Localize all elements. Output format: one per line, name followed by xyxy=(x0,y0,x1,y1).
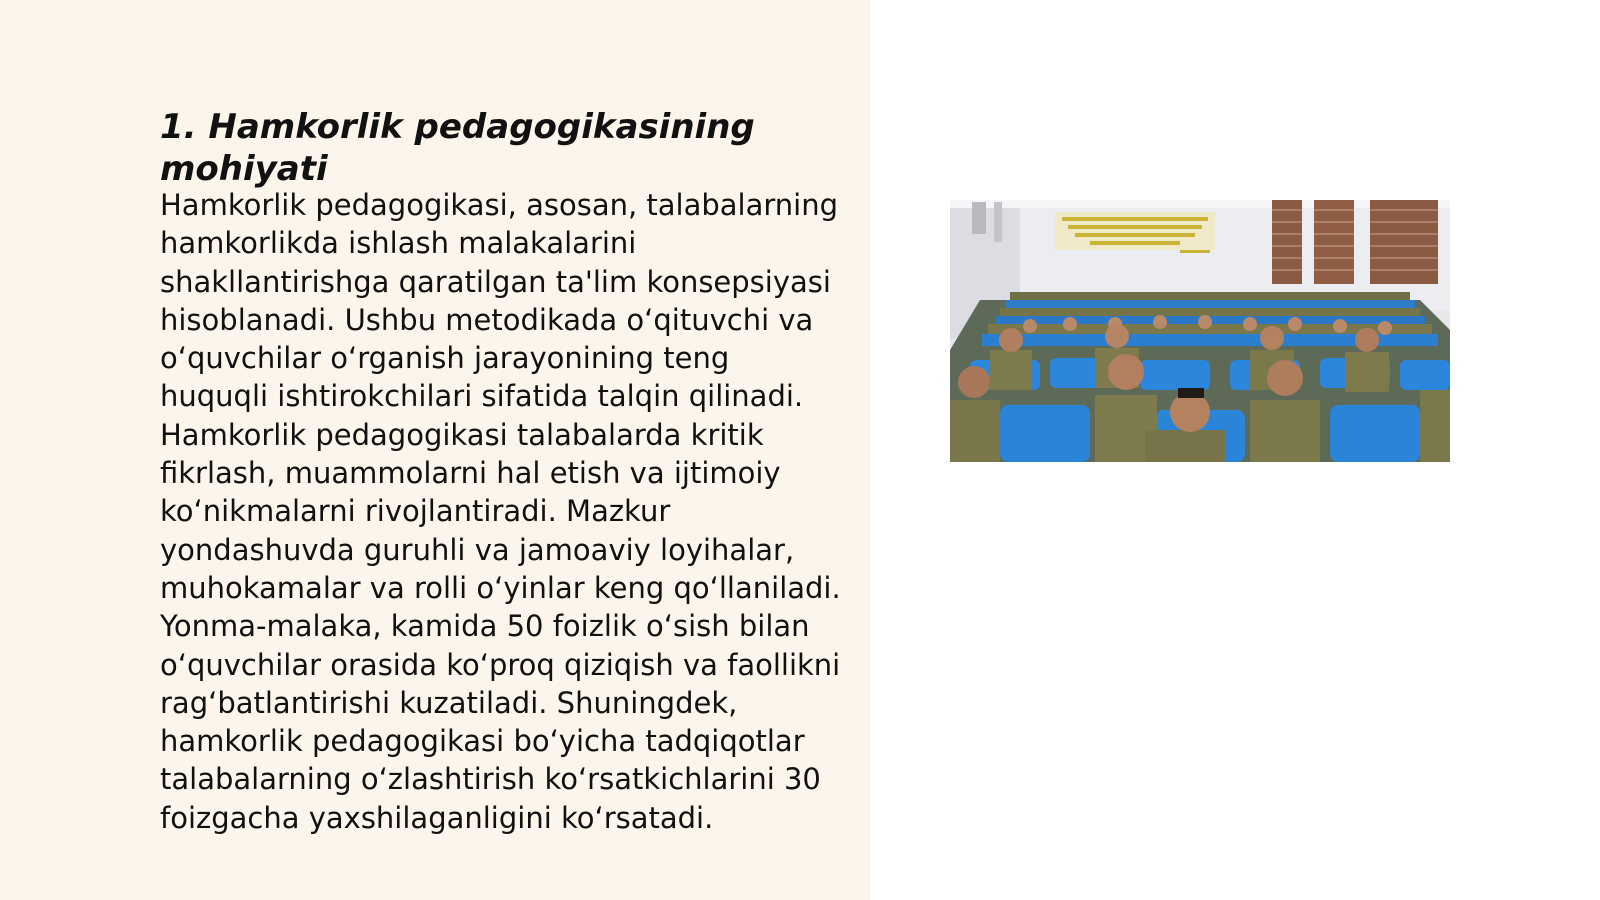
auditorium-photo xyxy=(950,200,1450,462)
slide-title: 1. Hamkorlik pedagogikasining mohiyati xyxy=(160,107,755,189)
auditorium-illustration xyxy=(950,200,1450,462)
slide-body-text: Hamkorlik pedagogikasi, asosan, talabalarning hamkorlikda ishlash malakalarini shakllantirishga qaratilgan ta'lim konsepsiyasi hisoblanadi. Ushbu metodikada oʻqituvchi va oʻquvchilar oʻrganish jarayonining teng huquqli ishtirokchilari sifatida talqin qilinadi. Hamkorlik pedagogikasi talabalarda kritik fikrlash, muammolarni hal etish va ijtimoiy koʻnikmalarni rivojlantiradi. Mazkur yondashuvda guruhli va jamoaviy loyihalar, muhokamalar va rolli oʻyinlar keng qoʻllaniladi. Yonma-malaka, kamida 50 foizlik oʻsish bilan oʻquvchilar orasida koʻproq qiziqish va faollikni ragʻbatlantirishi kuzatiladi. Shuningdek, hamkorlik pedagogikasi boʻyicha tadqiqotlar talabalarning oʻzlashtirish koʻrsatkichlarini 30 foizgacha yaxshilaganligini koʻrsatadi. xyxy=(160,188,841,835)
